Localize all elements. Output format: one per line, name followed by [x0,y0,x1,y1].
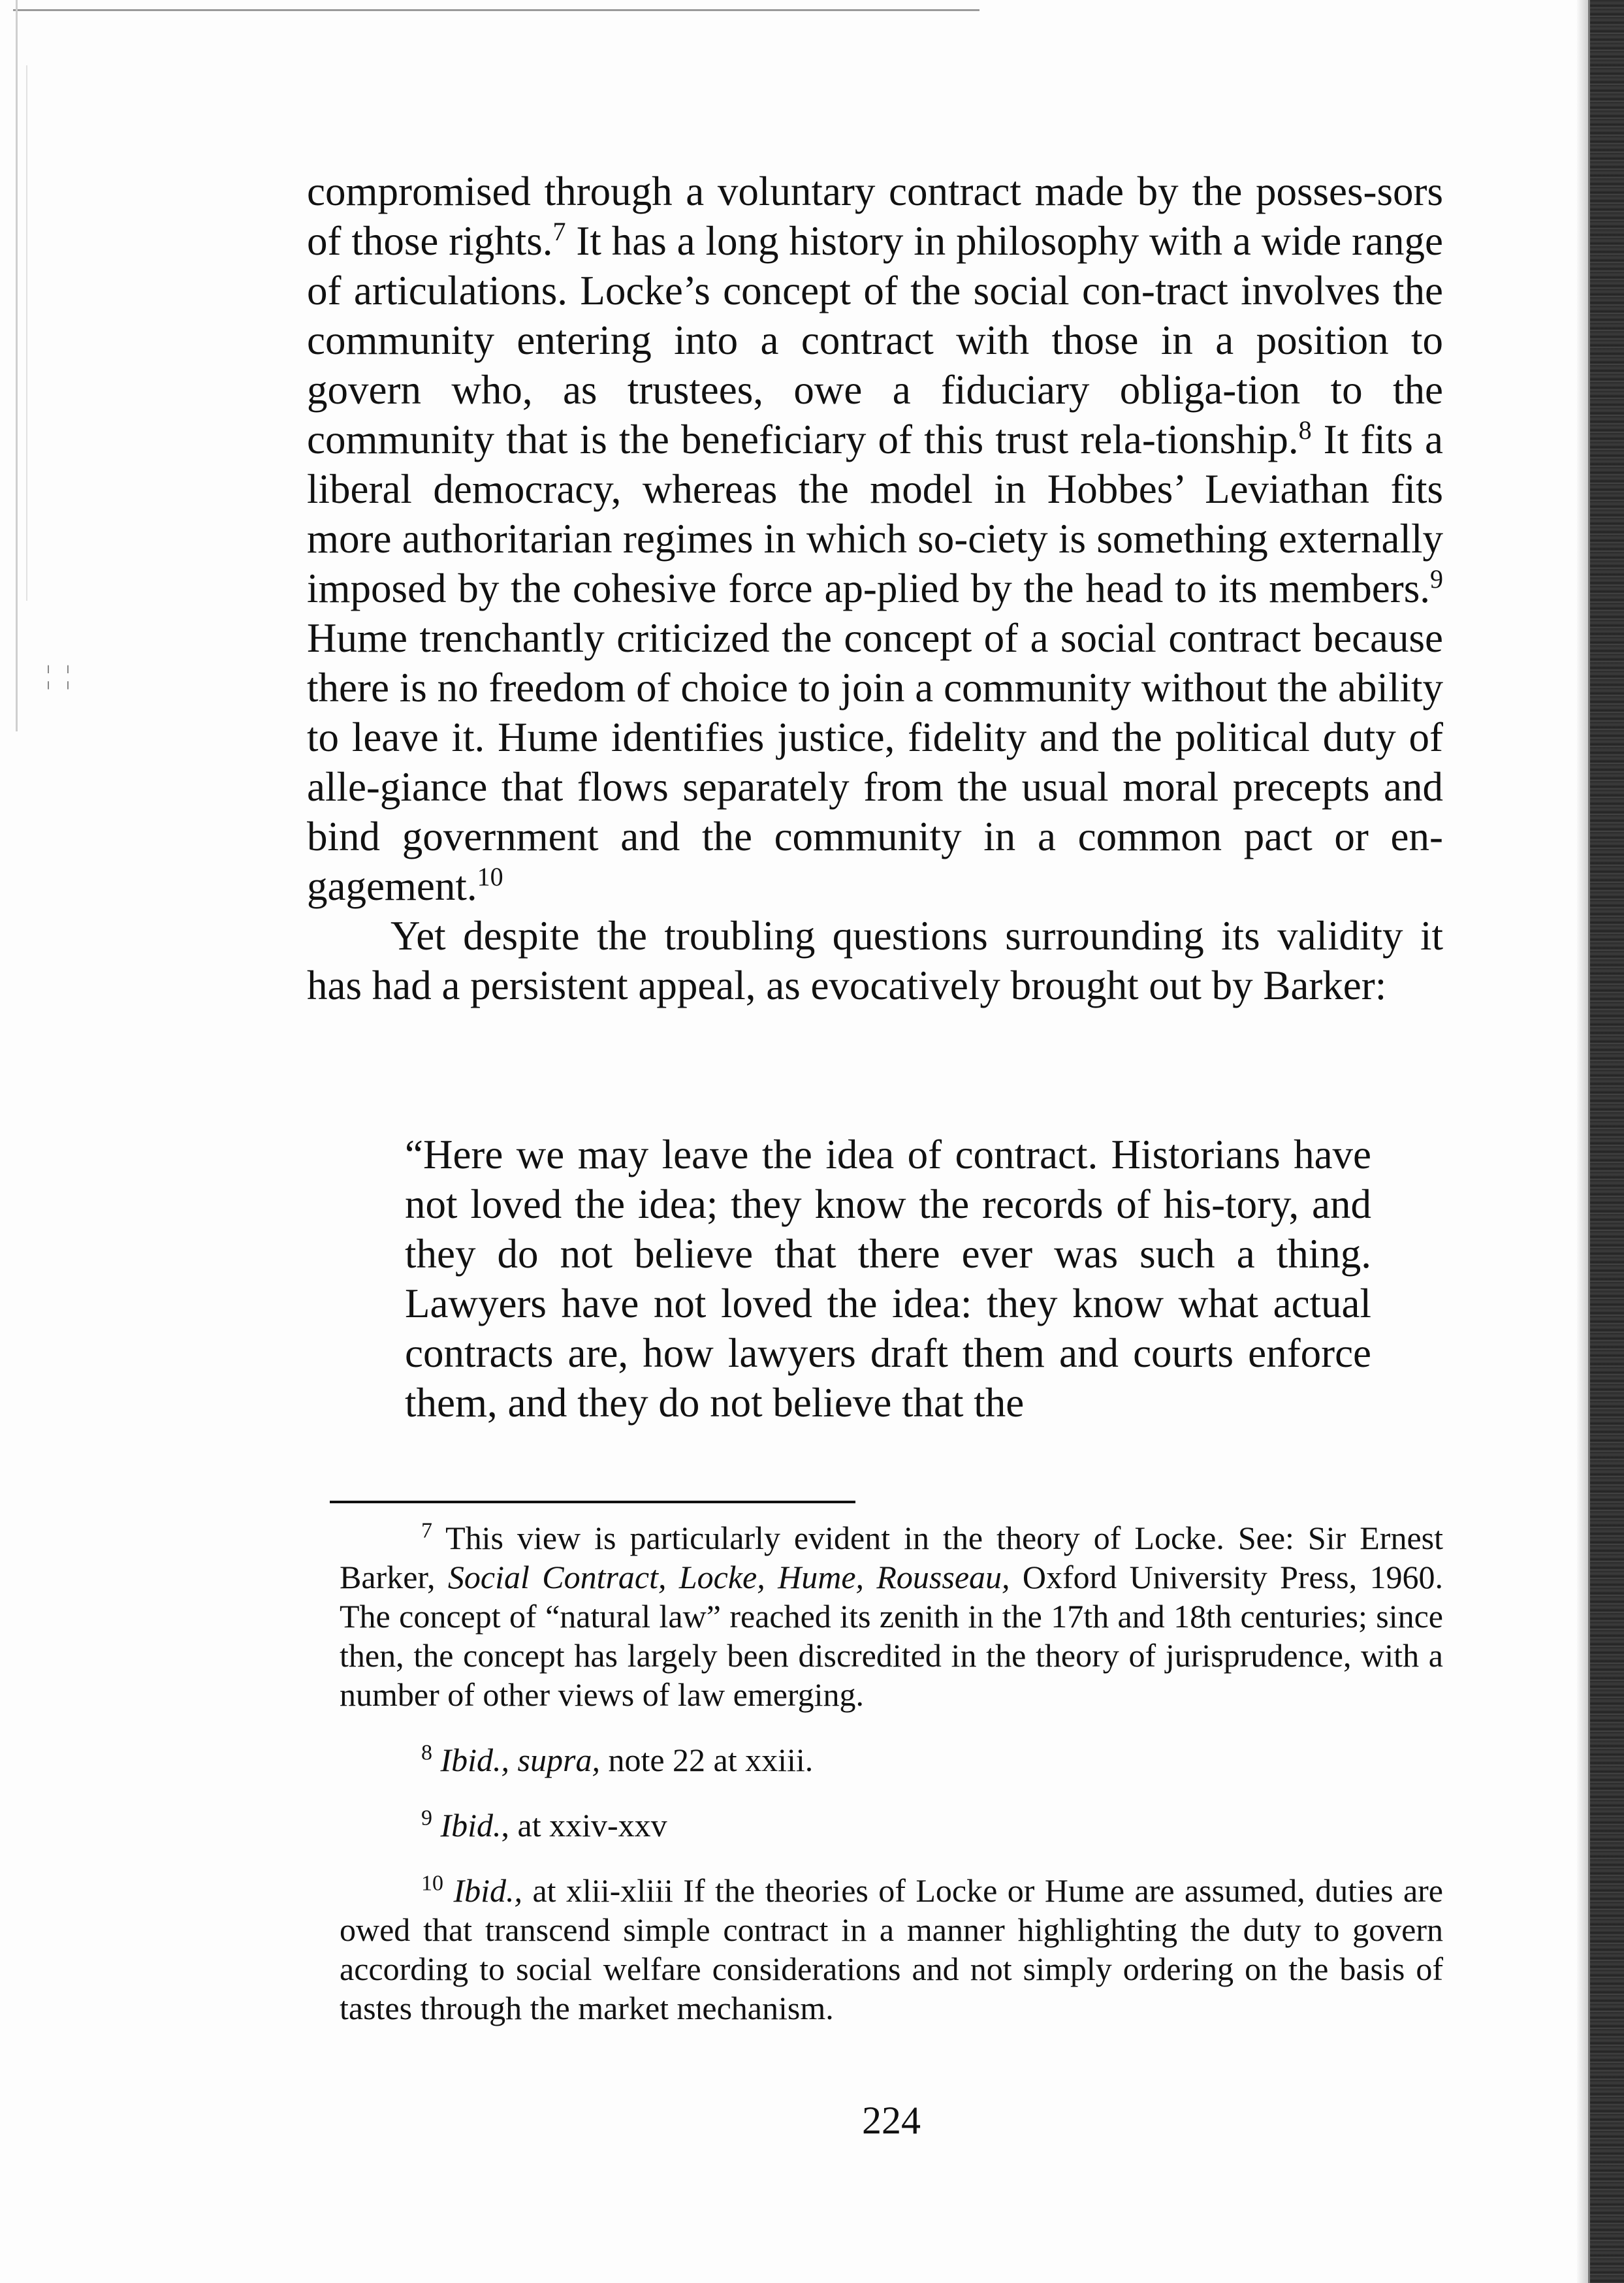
paragraph-text: Hume trenchantly criticized the concept of a social contract because there is no freedom of choice to join a community without the ability to leave it. Hume identifies justice, fidelity and the political duty of alle-giance that flows separately from the usual moral precepts and bind government and the community in a common pact or en-gagement. [307,615,1443,909]
footnote-italic: Ibid. [440,1807,502,1844]
scan-artifact: ¦ ¦ [46,660,75,690]
footnote-ref-9[interactable]: 9 [1430,564,1443,594]
footnotes [340,1518,1443,2054]
footnote-ref-8[interactable]: 8 [1298,415,1312,445]
footnote-number: 7 [421,1518,432,1543]
footnote-text [340,1518,1443,1714]
footnote-italic: Ibid., [453,1872,522,1909]
footnote-body: note 22 at xxiii. [599,1742,814,1778]
footnote-9 [340,1806,1443,1845]
footnote-body: at xlii-xliii If the theories of Locke or Hume are assumed, duties are owed that transcend simple contract in a manner highlighting the duty to govern according to social welfare considerations and not simply ordering on the basis of tastes through the market mechanism. [340,1872,1443,2026]
paragraph-1 [307,167,1443,911]
paragraph-text: It fits a liberal democracy, whereas the model in Hobbes’ Leviathan fits more authoritarian regimes in which so-ciety is something externally imposed by the cohesive force ap-plied by the head to its members. [307,417,1444,611]
footnote-10 [340,1871,1443,2028]
footnote-italic: Ibid., supra, [440,1742,600,1778]
footnote-divider [330,1501,855,1503]
paragraph-text: compromised through a voluntary contract made by the posses-sors of those rights. [307,168,1443,264]
footnote-7 [340,1518,1443,1714]
page-edge-left-inner [26,65,27,601]
book-binding [1588,0,1624,2283]
page-edge-top [13,9,979,11]
page-number: 224 [862,2099,921,2142]
footnote-number: 8 [421,1740,432,1765]
footnote-8 [340,1740,1443,1780]
footnote-body: , at xxiv-xxv [501,1807,667,1844]
footnote-ref-10[interactable]: 10 [477,862,503,891]
footnote-italic: Social Contract, Locke, Hume, Rousseau, [447,1559,1010,1595]
footnote-text [340,1871,1443,2028]
footnote-number: 10 [421,1871,443,1896]
main-text [307,167,1443,1010]
block-quote: “Here we may leave the idea of contract. Historians have not loved the idea; they know the records of his-tory, and they do not believe that there ever was such a thing. Lawyers have not loved the idea: they know what actual contracts are, how lawyers draft them and courts enforce them, and they do not believe that the [405,1132,1371,1426]
paragraph-text: It has a long history in philosophy with a wide range of articulations. Locke’s concept of the social con-tract involves the community entering into a contract with those in a position to govern who, as trustees, owe a fiduciary obliga-tion to the community that is the beneficiary of this trust rela-tionship. [307,218,1443,462]
footnote-ref-7[interactable]: 7 [552,217,566,246]
paragraph-2: Yet despite the troubling questions surrounding its validity it has had a persistent appeal, as evocatively brought out by Barker: [307,913,1443,1008]
footnote-body: This view is particularly evident in the theory of Locke. See: Sir Ernest Barker, [340,1520,1443,1595]
footnote-number: 9 [421,1806,432,1830]
page-edge-left [16,0,18,731]
footnote-body: Oxford University Press, 1960. The concept of “natural law” reached its zenith in the 17th and 18th centuries; since then, the concept has largely been discredited in the theory of jurisprudence, with a number of other views of law emerging. [340,1559,1443,1713]
